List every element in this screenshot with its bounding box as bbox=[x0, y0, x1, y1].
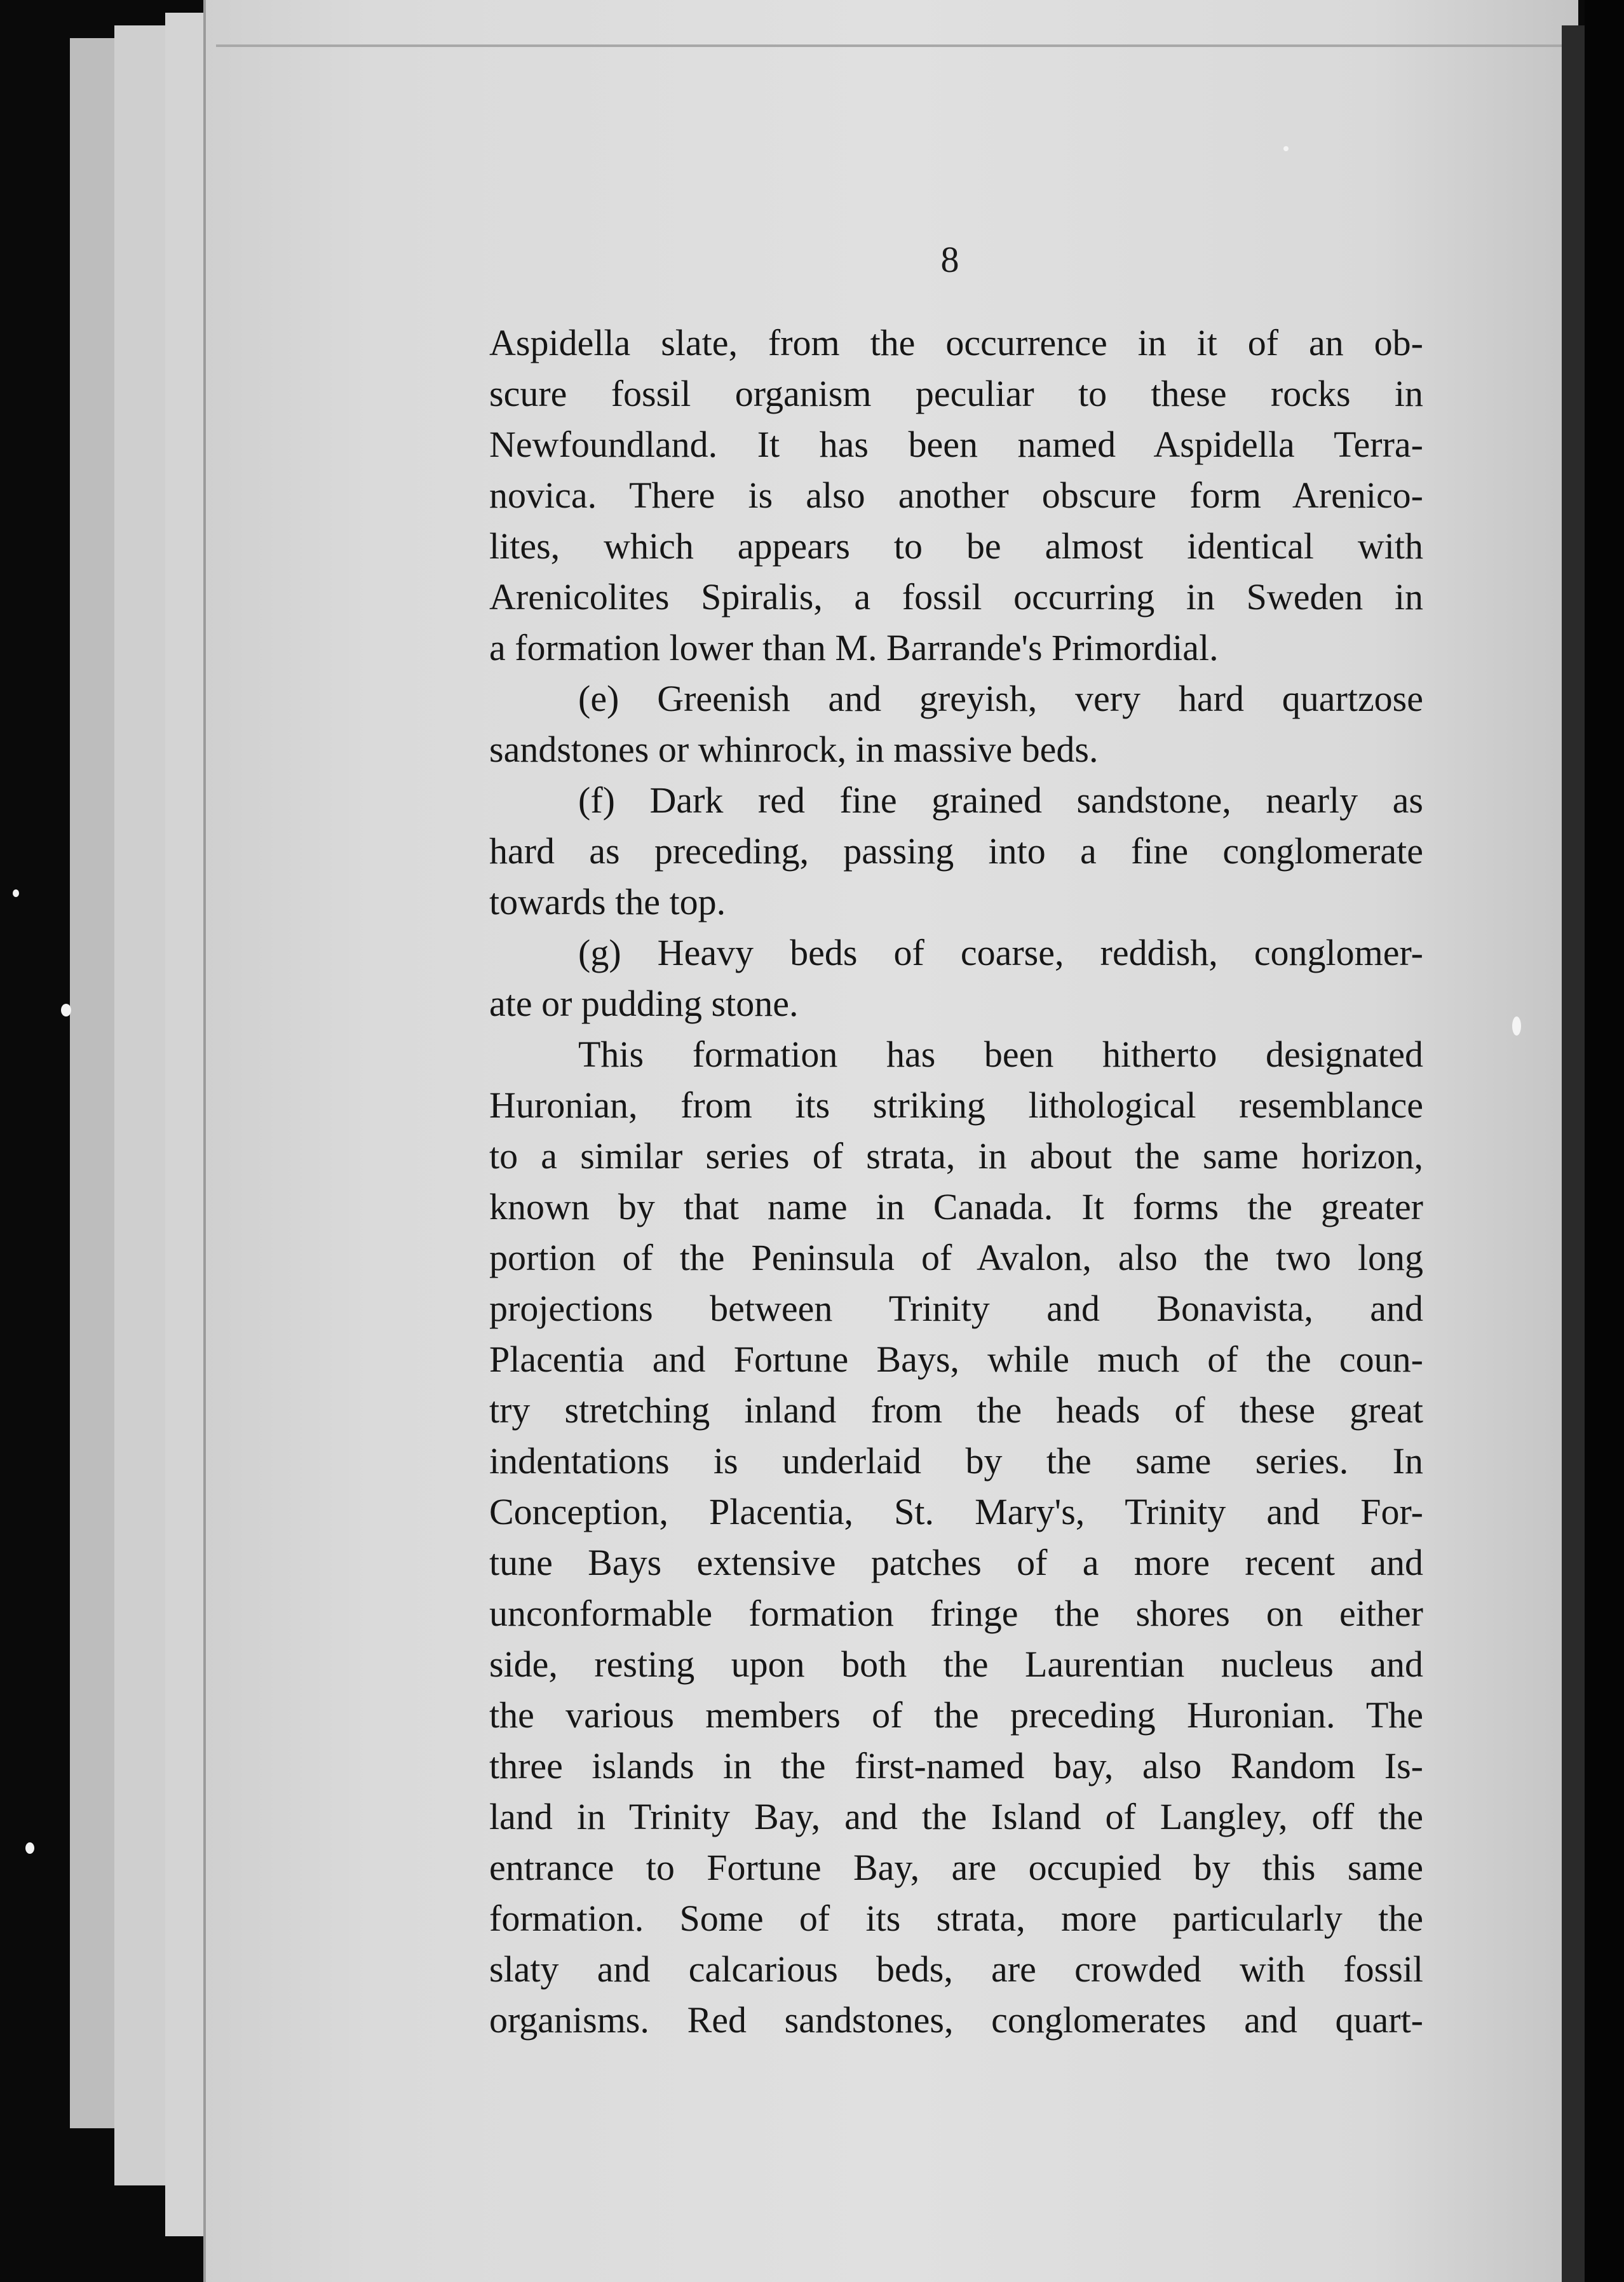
text-line: (g) Heavy beds of coarse, reddish, conglomer- bbox=[578, 932, 1423, 973]
text-line: formation. Some of its strata, more particularly the bbox=[489, 1898, 1423, 1939]
scan-speck bbox=[61, 1004, 71, 1016]
text-line: tune Bays extensive patches of a more recent and bbox=[489, 1542, 1423, 1583]
text-line: Huronian, from its striking lithological resemblance bbox=[489, 1084, 1423, 1126]
text-line: to a similar series of strata, in about the same horizon, bbox=[489, 1135, 1423, 1177]
text-line: known by that name in Canada. It forms the greater bbox=[489, 1186, 1423, 1227]
scan-speck bbox=[1512, 1016, 1521, 1036]
text-line: three islands in the first-named bay, also Random Is- bbox=[489, 1745, 1423, 1786]
text-line: scure fossil organism peculiar to these rocks in bbox=[489, 373, 1423, 414]
scan-speck bbox=[1283, 146, 1289, 151]
body-text bbox=[489, 318, 1423, 2046]
text-line: try stretching inland from the heads of these great bbox=[489, 1389, 1423, 1431]
text-line: lites, which appears to be almost identical with bbox=[489, 525, 1423, 567]
text-line: (e) Greenish and greyish, very hard quartzose bbox=[578, 678, 1423, 719]
text-line: novica. There is also another obscure form Arenico- bbox=[489, 475, 1423, 516]
text-line: the various members of the preceding Huronian. The bbox=[489, 1694, 1423, 1736]
scan-speck bbox=[25, 1842, 34, 1854]
text-line: sandstones or whinrock, in massive beds. bbox=[489, 729, 1099, 770]
text-line: indentations is underlaid by the same series. In bbox=[489, 1440, 1423, 1482]
page-number: 8 bbox=[940, 239, 959, 280]
text-line: land in Trinity Bay, and the Island of Langley, off the bbox=[489, 1796, 1423, 1837]
text-line: portion of the Peninsula of Avalon, also the two long bbox=[489, 1237, 1423, 1278]
text-line: a formation lower than M. Barrande's Primordial. bbox=[489, 627, 1219, 668]
text-line: Arenicolites Spiralis, a fossil occurring in Sweden in bbox=[489, 576, 1423, 618]
text-line: hard as preceding, passing into a fine conglomerate bbox=[489, 830, 1423, 872]
text-line: Conception, Placentia, St. Mary's, Trinity and For- bbox=[489, 1491, 1423, 1532]
text-line: side, resting upon both the Laurentian nucleus and bbox=[489, 1644, 1423, 1685]
text-line: unconformable formation fringe the shores on either bbox=[489, 1593, 1423, 1634]
page-top-border bbox=[216, 44, 1563, 47]
text-line: ate or pudding stone. bbox=[489, 983, 799, 1024]
text-line: This formation has been hitherto designated bbox=[578, 1034, 1423, 1075]
text-line: (f) Dark red fine grained sandstone, nearly as bbox=[578, 780, 1423, 821]
binding-edge bbox=[1562, 25, 1585, 2282]
text-line: slaty and calcarious beds, are crowded with fossil bbox=[489, 1948, 1423, 1990]
text-line: Aspidella slate, from the occurrence in it of an ob- bbox=[489, 322, 1423, 363]
scan-speck bbox=[13, 889, 19, 897]
text-line: organisms. Red sandstones, conglomerates and quart- bbox=[489, 1999, 1423, 2041]
text-line: projections between Trinity and Bonavista, and bbox=[489, 1288, 1423, 1329]
text-line: Newfoundland. It has been named Aspidella Terra- bbox=[489, 424, 1423, 465]
text-line: Placentia and Fortune Bays, while much of the coun- bbox=[489, 1339, 1423, 1380]
text-line: towards the top. bbox=[489, 881, 726, 922]
scan-border bbox=[1585, 0, 1624, 2282]
text-line: entrance to Fortune Bay, are occupied by this same bbox=[489, 1847, 1423, 1888]
